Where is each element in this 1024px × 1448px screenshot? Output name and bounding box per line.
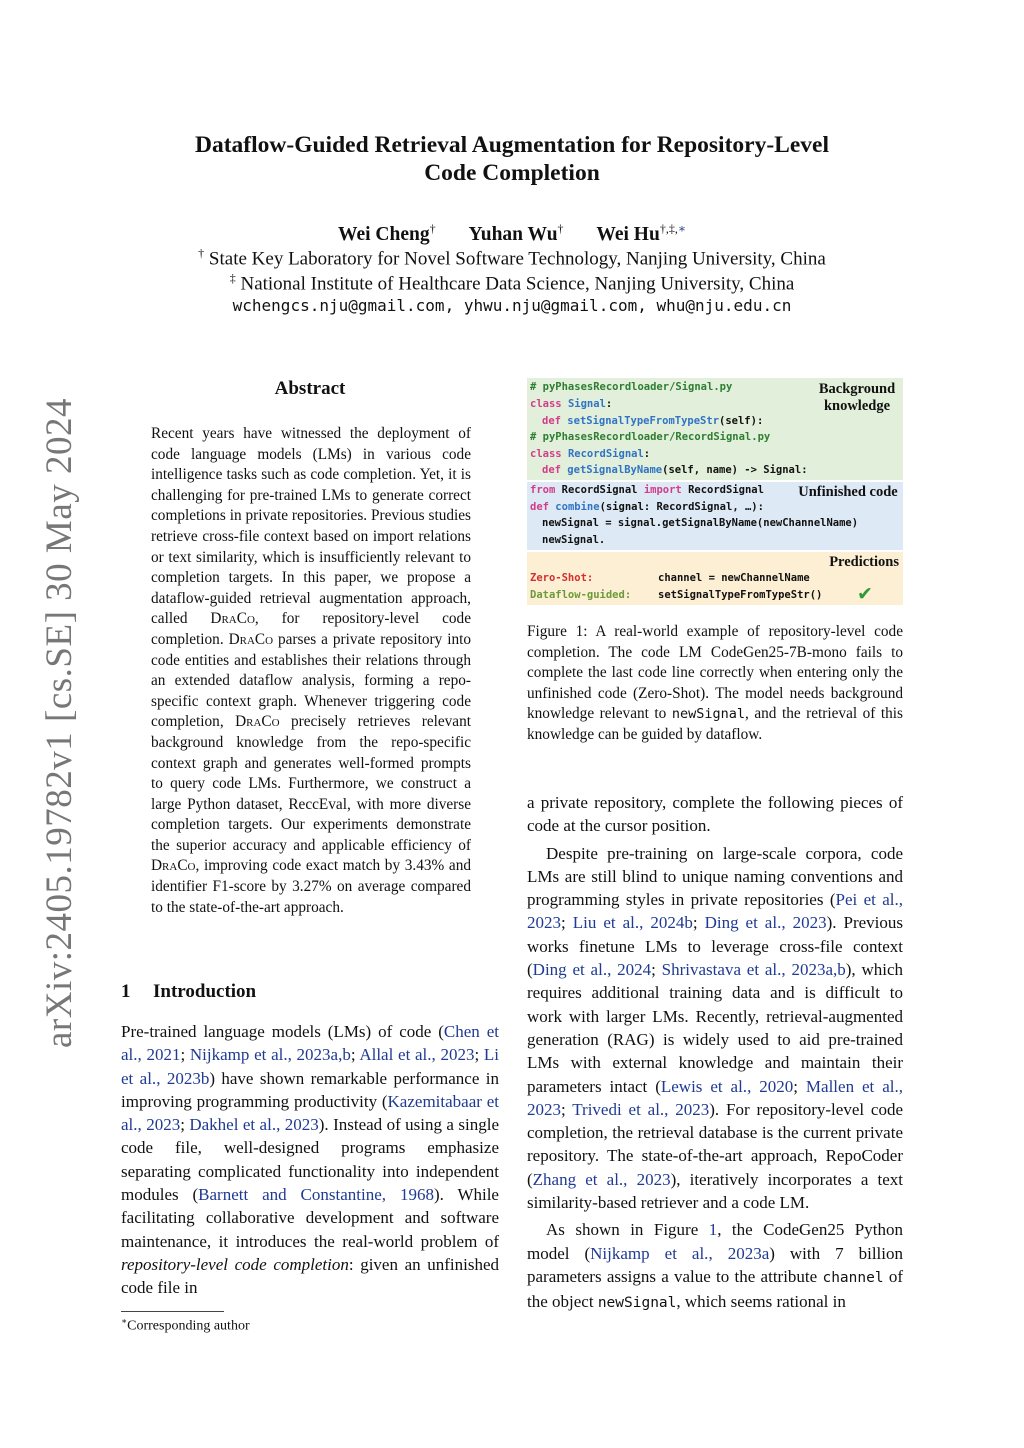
dataflow-guided-prediction: setSignalTypeFromTypeStr() (658, 589, 823, 601)
footnote (121, 1316, 250, 1335)
affiliation-mark: ‡ (229, 271, 236, 285)
code-line: class RecordSignal: (530, 448, 651, 460)
author-marks (660, 221, 686, 235)
citation-link[interactable]: Allal et al., 2023 (359, 1045, 475, 1065)
corresponding-mark[interactable]: ∗ (677, 221, 686, 235)
code-line: def getSignalByName(self, name) -> Signal: (542, 464, 808, 476)
code-line: from RecordSignal import RecordSignal (530, 484, 764, 496)
affiliation-2 (0, 271, 1024, 295)
figure-1-caption: Figure 1: A real-world example of repository-level code completion. The code LM CodeGen25-7B-mono fails to complete the last code line correctly when entering only the unfinished code (Zero-Shot). The model needs background knowledge relevant to newSignal, and the retrieval of this knowledge can be guided by dataflow. (527, 623, 903, 743)
intro-left-column (121, 1020, 499, 1300)
inline-code: newSignal (597, 1295, 677, 1312)
citation-link[interactable]: Ding et al., 2024 (532, 960, 652, 980)
affiliation-text: National Institute of Healthcare Data Science, Nanjing University, China (240, 273, 795, 295)
citation-link[interactable]: Liu et al., 2024b (572, 913, 693, 933)
author-name: Wei Cheng (338, 223, 430, 245)
inline-code: channel (822, 1269, 884, 1286)
code-line: # pyPhasesRecordloader/RecordSignal.py (530, 431, 771, 443)
intro-paragraph: a private repository, complete the following pieces of code at the cursor position. (527, 793, 903, 836)
method-name: DraCo (228, 630, 274, 648)
predictions-label: Predictions (829, 554, 899, 570)
citation-link[interactable]: Shrivastava et al., 2023a,b (661, 960, 846, 980)
section-title: Introduction (153, 981, 257, 1002)
intro-right-column (527, 791, 903, 1316)
citation-link[interactable]: Kazemitabaar et al., 2023 (121, 1091, 499, 1135)
zero-shot-label: Zero-Shot: (530, 572, 594, 584)
author-name: Yuhan Wu (468, 223, 558, 245)
abstract-text: parses a private repository into code entities and establishes their relations through an extended dataflow analysis, forming a repo-specific context graph. Whenever triggering code completion, (151, 630, 471, 731)
author (338, 221, 436, 245)
paper-title (0, 131, 1024, 187)
method-name: DraCo (235, 713, 280, 731)
code-line: class Signal: (530, 398, 613, 410)
citation-link[interactable]: Nijkamp et al., 2023a,b (189, 1045, 351, 1065)
citation-link[interactable]: Zhang et al., 2023 (532, 1169, 671, 1189)
footnote-rule (121, 1311, 224, 1312)
background-knowledge-label: Background knowledge (818, 381, 896, 414)
author-marks: † (557, 221, 564, 235)
author-list (0, 221, 1024, 246)
footnote-mark: ∗ (121, 1316, 128, 1326)
unfinished-code-label: Unfinished code (798, 484, 898, 500)
zero-shot-prediction: channel = newChannelName (658, 572, 810, 584)
abstract-body (151, 424, 471, 918)
citation-link[interactable]: Li et al., 2023b (121, 1045, 499, 1088)
footnote-text: Corresponding author (127, 1318, 250, 1334)
code-line: def setSignalTypeFromTypeStr(self): (542, 415, 764, 427)
code-line: def combine(signal: RecordSignal, …): (530, 501, 764, 513)
citation-link[interactable]: Lewis et al., 2020 (660, 1076, 794, 1096)
emphasized-term: repository-level code completion (121, 1254, 349, 1274)
intro-paragraph: As shown in Figure 1, the CodeGen25 Python model (Nijkamp et al., 2023a) with 7 billion parameters assigns a value to the attribute channel of the object newSignal, which seems rational in (527, 1220, 904, 1312)
title-line-2: Code Completion (424, 160, 600, 186)
code-line: # pyPhasesRecordloader/Signal.py (530, 381, 733, 393)
section-heading-introduction (121, 981, 256, 1003)
intro-paragraph: Pre-trained language models (LMs) of code (Chen et al., 2021; Nijkamp et al., 2023a,b; Allal et al., 2023; Li et al., 2023b) have shown remarkable performance in improving programming productivity (Kazemitabaar et al., 2023; Dakhel et al., 2023). Instead of using a single code file, well-designed programs emphasize separating complicated functionality into independent modules (Barnett and Constantine, 1968). While facilitating collaborative development and software maintenance, it introduces the real-world problem of repository-level code completion: given an unfinished code file in (121, 1022, 500, 1298)
author (596, 221, 686, 245)
abstract-text: Recent years have witnessed the deployment of code language models (LMs) in various code intelligence tasks such as code completion. Yet, it is challenging for pre-trained LMs to generate correct completions in private repositories. Previous studies retrieve cross-file context based on import relations or text similarity, which is insufficiently relevant to completion targets. In this paper, we propose a dataflow-guided retrieval augmentation approach, called (151, 425, 471, 628)
author (468, 221, 564, 245)
figure-reference-link[interactable]: 1 (708, 1220, 718, 1240)
citation-link[interactable]: Mallen et al., 2023 (527, 1076, 903, 1119)
title-line-1: Dataflow-Guided Retrieval Augmentation for Repository-Level (195, 132, 829, 158)
arxiv-stamp: arXiv:2405.19782v1 [cs.SE] 30 May 2024 (39, 398, 80, 1048)
figure-1 (527, 378, 903, 605)
citation-link[interactable]: Ding et al., 2023 (704, 913, 827, 933)
affiliation-text: State Key Laboratory for Novel Software Technology, Nanjing University, China (208, 248, 826, 270)
method-name: DraCo (210, 610, 255, 628)
citation-link[interactable]: Dakhel et al., 2023 (189, 1115, 319, 1135)
author-emails: wchengcs.nju@gmail.com, yhwu.nju@gmail.com, whu@nju.edu.cn (232, 296, 792, 315)
code-line: newSignal. (542, 534, 606, 546)
citation-link[interactable]: Chen et al., 2021 (121, 1022, 500, 1065)
abstract-text: precisely retrieves relevant background knowledge from the repo-specific context graph and generates well-formed prompts to query code LMs. Furthermore, we construct a large Python dataset, ReccEval, with more diverse completion targets. Our experiments demonstrate the superior accuracy and applicable efficiency of (151, 713, 471, 854)
dataflow-guided-label: Dataflow-guided: (530, 589, 632, 601)
method-name: DraCo (151, 857, 196, 875)
section-number: 1 (121, 981, 131, 1002)
author-name: Wei Hu (596, 223, 660, 245)
abstract-text: , for repository-level code completion. (151, 610, 471, 648)
citation-link[interactable]: Nijkamp et al., 2023a (590, 1243, 770, 1263)
affiliation-1 (0, 246, 1024, 270)
intro-paragraph: Despite pre-training on large-scale corpora, code LMs are still blind to unique naming conventions and programming styles in private repositories (Pei et al., 2023; Liu et al., 2024b; Ding et al., 2023). Previous works finetune LMs to leverage cross-file context (Ding et al., 2024; Shrivastava et al., 2023a,b), which requires additional training data and is difficult to work with larger LMs. Recently, retrieval-augmented generation (RAG) is widely used to aid pre-trained LMs with external knowledge and maintain their parameters intact (Lewis et al., 2020; Mallen et al., 2023; Trivedi et al., 2023). For repository-level code completion, the retrieval database is the current private repository. The state-of-the-art approach, RepoCoder (Zhang et al., 2023), iteratively incorporates a text similarity-based retriever and a code LM. (527, 843, 904, 1213)
citation-link[interactable]: Pei et al., 2023 (527, 890, 903, 933)
citation-link[interactable]: Trivedi et al., 2023 (572, 1099, 710, 1119)
author-marks: † (429, 221, 436, 235)
abstract-text: , improving code exact match by 3.43% and identifier F1-score by 3.27% on average compared to the state-of-the-art approach. (151, 857, 471, 916)
author-marks-text: †,‡, (659, 221, 678, 235)
inline-code: newSignal (671, 706, 745, 723)
code-line: newSignal = signal.getSignalByName(newChannelName) (542, 517, 859, 529)
citation-link[interactable]: Barnett and Constantine, 1968 (198, 1185, 434, 1205)
affiliation-mark: † (198, 246, 205, 260)
checkmark-icon: ✔ (857, 583, 873, 605)
abstract-heading: Abstract (274, 378, 346, 399)
